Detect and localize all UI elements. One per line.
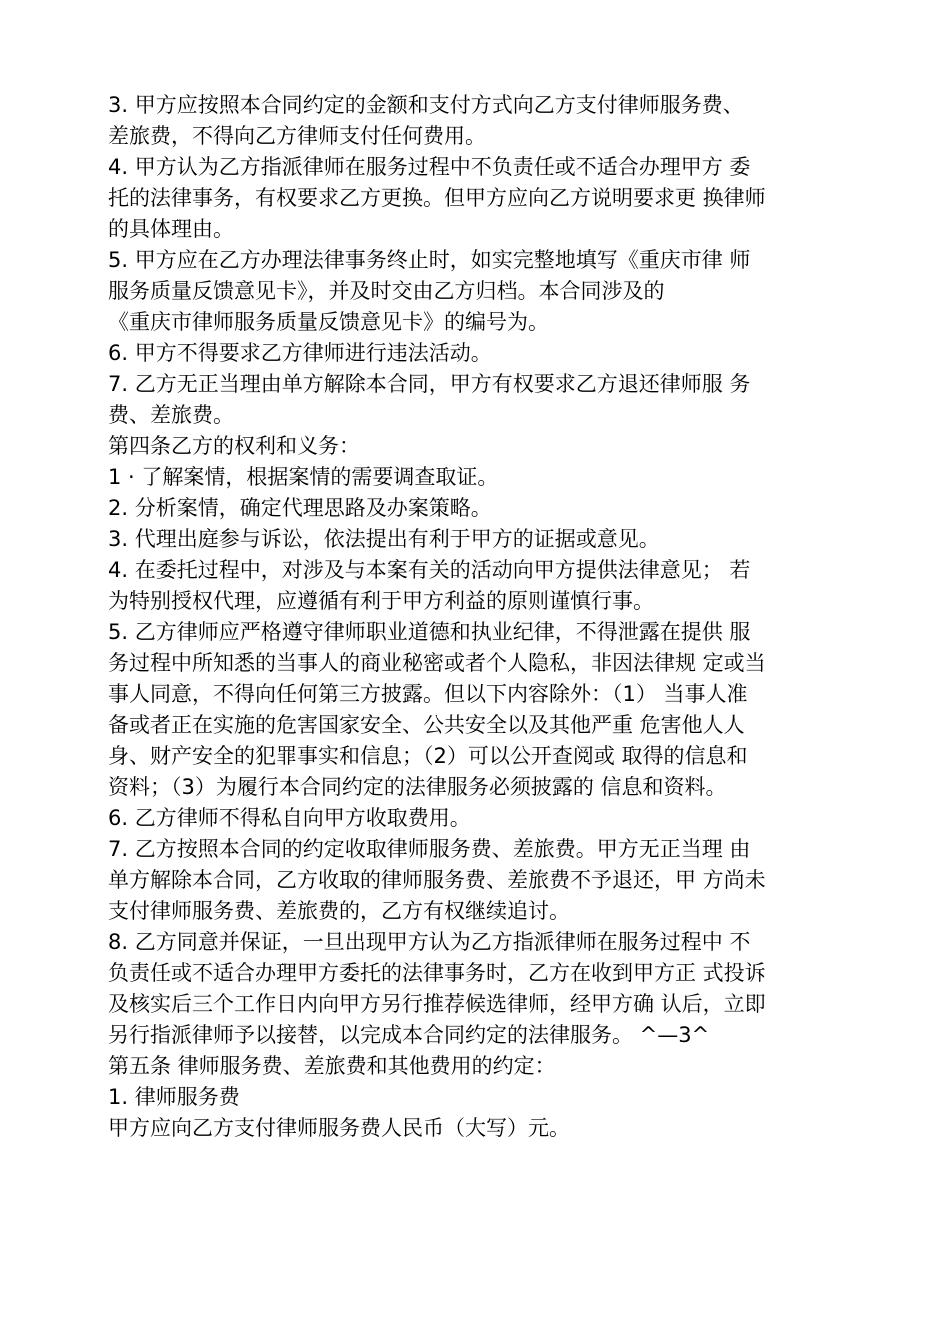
text-line: 甲方应向乙方支付律师服务费人民币（大写）元。 — [108, 1116, 570, 1140]
section-heading: 第五条 律师服务费、差旅费和其他费用的约定： — [108, 1054, 556, 1078]
text-line: 资料；（3）为履行本合同约定的法律服务必须披露的 信息和资料。 — [108, 775, 727, 799]
text-line: 负责任或不适合办理甲方委托的法律事务时，乙方在收到甲方正 式投诉 — [108, 961, 766, 985]
text-line: 8. 乙方同意并保证，一旦出现甲方认为乙方指派律师在服务过程中 不 — [108, 930, 751, 954]
text-line: 5. 乙方律师应严格遵守律师职业道德和执业纪律，不得泄露在提供 服 — [108, 620, 751, 644]
document-body — [108, 90, 868, 1144]
text-line: 7. 乙方按照本合同的约定收取律师服务费、差旅费。甲方无正当理 由 — [108, 837, 751, 861]
text-line: 6. 甲方不得要求乙方律师进行违法活动。 — [108, 341, 492, 365]
text-line: 7. 乙方无正当理由单方解除本合同，甲方有权要求乙方退还律师服 务 — [108, 372, 751, 396]
text-line: 6. 乙方律师不得私自向甲方收取费用。 — [108, 806, 471, 830]
text-line: 差旅费，不得向乙方律师支付任何费用。 — [108, 124, 486, 148]
text-line: 1. 律师服务费 — [108, 1085, 240, 1109]
text-line: 另行指派律师予以接替，以完成本合同约定的法律服务。 ^—3^ — [108, 1023, 710, 1047]
text-line: 为特别授权代理，应遵循有利于甲方利益的原则谨慎行事。 — [108, 589, 654, 613]
section-heading: 第四条乙方的权利和义务： — [108, 434, 360, 458]
text-line: 4. 在委托过程中，对涉及与本案有关的活动向甲方提供法律意见； 若 — [108, 558, 751, 582]
text-line: 身、财产安全的犯罪事实和信息；（2）可以公开查阅或 取得的信息和 — [108, 744, 748, 768]
text-line: 支付律师服务费、差旅费的，乙方有权继续追讨。 — [108, 899, 570, 923]
text-line: 5. 甲方应在乙方办理法律事务终止时，如实完整地填写《重庆市律 师 — [108, 248, 751, 272]
text-line: 《重庆市律师服务质量反馈意见卡》的编号为。 — [108, 310, 549, 334]
text-line: 单方解除本合同，乙方收取的律师服务费、差旅费不予退还，甲 方尚未 — [108, 868, 766, 892]
text-line: 2. 分析案情，确定代理思路及办案策略。 — [108, 496, 492, 520]
text-line: 备或者正在实施的危害国家安全、公共安全以及其他严重 危害他人人 — [108, 713, 745, 737]
text-line: 的具体理由。 — [108, 217, 234, 241]
text-line: 及核实后三个工作日内向甲方另行推荐候选律师，经甲方确 认后，立即 — [108, 992, 766, 1016]
text-line: 费、差旅费。 — [108, 403, 234, 427]
text-line: 3. 代理出庭参与诉讼，依法提出有利于甲方的证据或意见。 — [108, 527, 660, 551]
text-line: 1 · 了解案情，根据案情的需要调查取证。 — [108, 465, 499, 489]
text-line: 事人同意，不得向任何第三方披露。但以下内容除外：（1） 当事人准 — [108, 682, 748, 706]
text-line: 托的法律事务，有权要求乙方更换。但甲方应向乙方说明要求更 换律师 — [108, 186, 766, 210]
text-line: 务过程中所知悉的当事人的商业秘密或者个人隐私，非因法律规 定或当 — [108, 651, 766, 675]
text-line: 服务质量反馈意见卡》，并及时交由乙方归档。本合同涉及的 — [108, 279, 665, 303]
text-line: 3. 甲方应按照本合同约定的金额和支付方式向乙方支付律师服务费、 — [108, 93, 744, 117]
text-line: 4. 甲方认为乙方指派律师在服务过程中不负责任或不适合办理甲方 委 — [108, 155, 751, 179]
